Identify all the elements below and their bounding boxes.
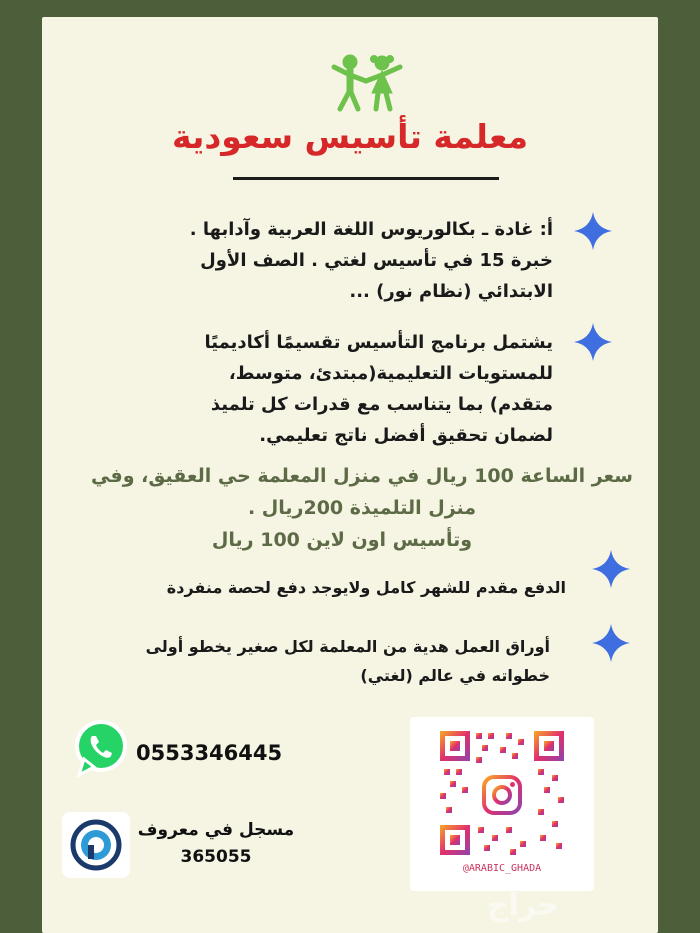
flyer-card [42,17,658,933]
program-line-1: يشتمل برنامج التأسيس تقسيمًا أكاديميًا [204,332,553,353]
pricing-line-2: منزل التلميذة 200ريال . [247,497,477,519]
kids-icon [326,53,406,113]
maroof-label: مسجل في معروف [137,820,295,840]
pricing-line-1: سعر الساعة 100 ريال في منزل المعلمة حي العقيق، وفي [91,465,633,487]
pricing-line-3: وتأسيس اون لاين 100 ريال [211,529,473,551]
phone-number[interactable]: 0553346445 [136,741,283,765]
worksheets-note [80,632,550,690]
payment-note [96,572,566,603]
worksheets-line-1: أوراق العمل هدية من المعلمة لكل صغير يخطو أولى [145,637,550,656]
about-line-2: خبرة 15 في تأسيس لغتي . الصف الأول [200,250,553,271]
page-title: معلمة تأسيس سعودية [171,117,529,156]
instagram-handle[interactable]: @ARABIC_GHADA [462,863,542,874]
payment-text: الدفع مقدم للشهر كامل ولايوجد دفع لحصة منفردة [166,578,566,597]
whatsapp-icon[interactable] [70,717,132,779]
program-description [113,327,553,451]
sparkle-icon [574,212,612,250]
about-line-3: الابتدائي (نظام نور) ... [349,281,553,302]
pricing-info [82,460,642,556]
teacher-about [113,214,553,307]
maroof-number: 365055 [180,847,252,867]
title-divider [233,177,499,180]
sparkle-icon [574,323,612,361]
program-line-4: لضمان تحقيق أفضل ناتج تعليمي. [259,425,553,446]
instagram-icon [480,773,524,817]
worksheets-line-2: خطواته في عالم (لغتي) [360,666,550,685]
program-line-2: للمستويات التعليمية(مبتدئ، متوسط، [228,363,553,384]
about-line-1: أ: غادة ـ بكالوريوس اللغة العربية وآدابها . [189,219,553,240]
instagram-qr-card[interactable] [410,717,594,891]
program-line-3: متقدم) بما يتناسب مع قدرات كل تلميذ [210,394,553,415]
maroof-logo-icon [62,812,130,878]
maroof-registration [132,817,300,871]
sparkle-icon [592,624,630,662]
sparkle-icon [592,550,630,588]
watermark-logo: حراج [487,888,560,923]
